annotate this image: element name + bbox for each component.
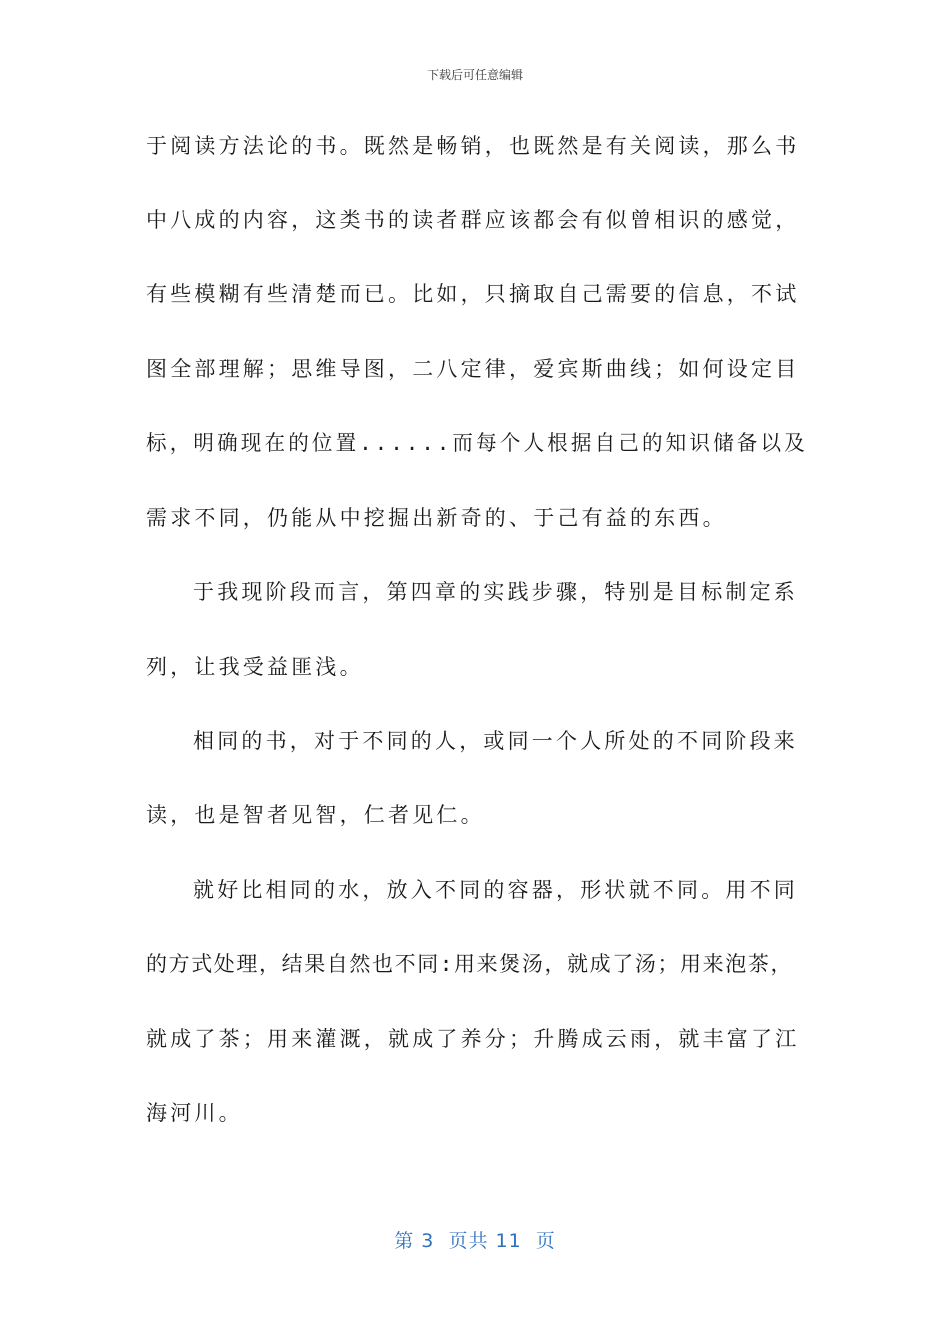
text-line: 就好比相同的水，放入不同的容器，形状就不同。用不同 <box>193 878 798 902</box>
text-line: 读，也是智者见智，仁者见仁。 <box>146 803 485 827</box>
text-line: 就成了茶；用来灌溉，就成了养分；升腾成云雨，就丰富了江 <box>146 1027 800 1051</box>
text-line: 列，让我受益匪浅。 <box>146 655 364 679</box>
page-number: 第 3 页共 11 页 <box>394 1230 556 1252</box>
text-line: 于我现阶段而言，第四章的实践步骤，特别是目标制定系 <box>193 580 798 604</box>
text-line: 的方式处理，结果自然也不同:用来煲汤，就成了汤；用来泡茶， <box>146 952 794 976</box>
text-line: 标，明确现在的位置......而每个人根据自己的知识储备以及 <box>146 431 808 455</box>
text-line: 中八成的内容，这类书的读者群应该都会有似曾相识的感觉， <box>146 208 800 232</box>
text-line: 需求不同，仍能从中挖掘出新奇的、于己有益的东西。 <box>146 506 727 530</box>
text-line: 相同的书，对于不同的人，或同一个人所处的不同阶段来 <box>193 729 798 753</box>
text-line: 图全部理解；思维导图，二八定律，爱宾斯曲线；如何设定目 <box>146 357 800 381</box>
page-header: 下载后可任意编辑 <box>426 68 523 82</box>
text-line: 于阅读方法论的书。既然是畅销，也既然是有关阅读，那么书 <box>146 134 800 158</box>
text-line: 海河川。 <box>146 1101 243 1125</box>
text-line: 有些模糊有些清楚而已。比如，只摘取自己需要的信息，不试 <box>146 282 800 306</box>
page-footer <box>0 1226 950 1253</box>
